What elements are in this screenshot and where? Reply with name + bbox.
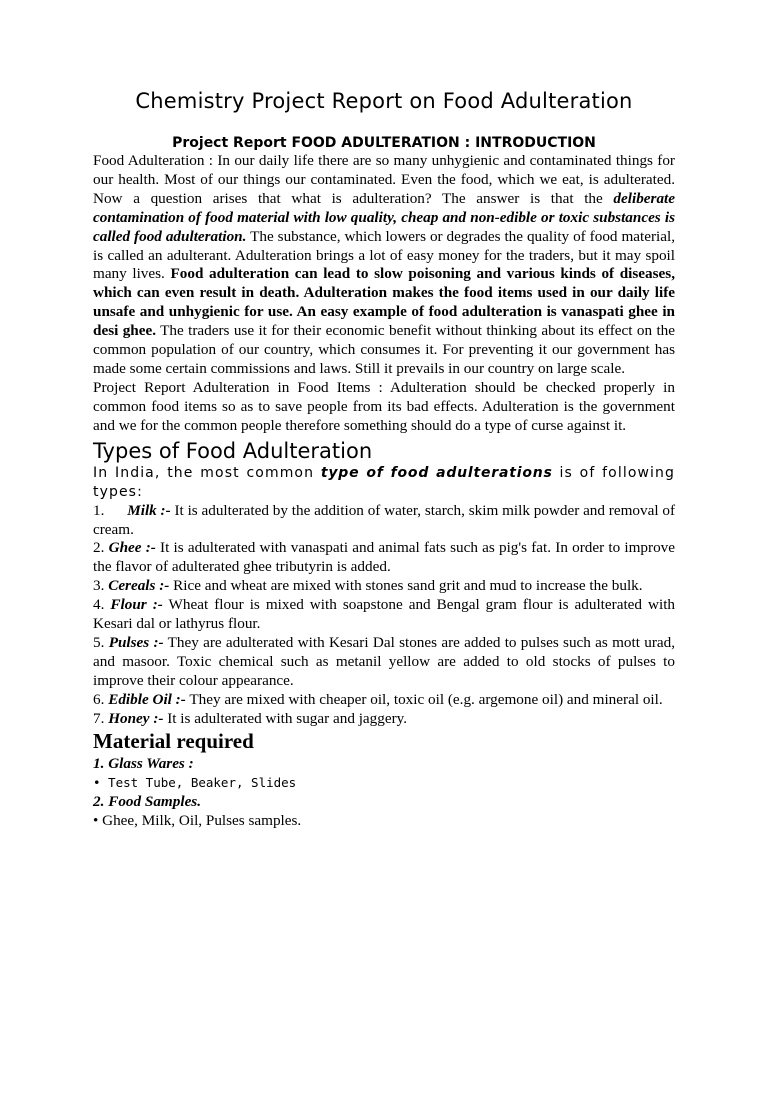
item-text: Rice and wheat are mixed with stones sand grit and mud to increase the bulk. bbox=[169, 577, 643, 595]
item-label: Edible Oil :- bbox=[108, 690, 186, 708]
list-item bbox=[93, 710, 675, 729]
list-item bbox=[93, 502, 675, 540]
item-label: Cereals :- bbox=[108, 577, 170, 595]
item-number: 3. bbox=[93, 577, 109, 595]
item-number: 1. bbox=[93, 501, 128, 519]
intro-text-5: The traders use it for their economic benefit without thinking about its effect on the common population of our country, which consumes it. For preventing it our government has made some certain commissions and laws. Still it prevails in our country on large scale. bbox=[93, 322, 675, 377]
item-label: Flour :- bbox=[110, 596, 163, 614]
list-item bbox=[93, 577, 675, 596]
list-item bbox=[93, 539, 675, 577]
item-number: 5. bbox=[93, 633, 109, 651]
item-number: 6. bbox=[93, 690, 109, 708]
second-paragraph: Project Report Adulteration in Food Items : Adulteration should be checked properly in common food items so as to save people from its bad effects. Adulteration is the government and we for the common people therefore something should do a type of curse against it. bbox=[93, 378, 675, 434]
item-label: Milk :- bbox=[127, 501, 171, 519]
material-glass-items: • Test Tube, Beaker, Slides bbox=[93, 775, 297, 791]
item-text: They are adulterated with Kesari Dal stones are added to pulses such as mott urad, and masoor. Toxic chemical such as metanil yellow are added to old stocks of pulses to improve their colour appearance. bbox=[93, 633, 676, 689]
material-glass-heading: 1. Glass Wares : bbox=[93, 755, 194, 773]
material-food-heading: 2. Food Samples. bbox=[93, 793, 202, 811]
intro-text-1: Food Adulteration : In our daily life there are so many unhygienic and contaminated things for our health. Most of our things our contaminated. Even the food, which we eat, is adulterated. Now a question arises that what is adulteration? The answer is that the bbox=[93, 152, 675, 207]
material-food-items: • Ghee, Milk, Oil, Pulses samples. bbox=[93, 812, 302, 830]
item-label: Ghee :- bbox=[108, 539, 156, 557]
item-label: Pulses :- bbox=[108, 633, 164, 651]
item-label: Honey :- bbox=[108, 709, 164, 727]
material-heading: Material required bbox=[93, 729, 254, 754]
item-text: It is adulterated by the addition of water, starch, skim milk powder and removal of cream. bbox=[93, 501, 676, 538]
item-text: It is adulterated with sugar and jaggery. bbox=[163, 709, 408, 727]
intro-paragraph bbox=[93, 152, 675, 379]
list-item bbox=[93, 634, 675, 691]
types-heading: Types of Food Adulteration bbox=[93, 438, 373, 463]
item-number: 4. bbox=[93, 596, 111, 614]
types-list bbox=[93, 502, 675, 729]
item-number: 7. bbox=[93, 709, 109, 727]
list-item bbox=[93, 596, 675, 634]
intro-definition: deliberate contamination of food material with low quality, cheap and non-edible or toxic substances is called food adulteration. bbox=[93, 189, 675, 245]
item-number: 2. bbox=[93, 539, 109, 557]
document-title: Chemistry Project Report on Food Adulteration bbox=[135, 89, 633, 113]
item-text: It is adulterated with vanaspati and animal fats such as pig's fat. In order to improve the flavor of adulterated ghee tributyrin is added. bbox=[93, 539, 676, 576]
types-intro-a: In India, the most common bbox=[93, 464, 321, 481]
item-text: They are mixed with cheaper oil, toxic oil (e.g. argemone oil) and mineral oil. bbox=[185, 690, 663, 708]
types-intro bbox=[93, 464, 675, 502]
list-item bbox=[93, 691, 675, 710]
types-intro-c: is of following types: bbox=[93, 464, 675, 500]
intro-warning: Food adulteration can lead to slow poisoning and various kinds of diseases, which can even result in death. Adulteration makes the food items used in our daily life unsafe and unhygienic for use. An easy example of food adulteration is vanaspati ghee in desi ghee. bbox=[93, 265, 675, 340]
document-page bbox=[0, 88, 768, 1112]
types-intro-b: type of food adulterations bbox=[320, 464, 553, 481]
document-subtitle: Project Report FOOD ADULTERATION : INTRODUCTION bbox=[172, 135, 596, 151]
intro-text-3: The substance, which lowers or degrades the quality of food material, is called an adulterant. Adulteration brings a lot of easy money for the traders, but it may spoil many lives. bbox=[93, 227, 675, 283]
item-text: Wheat flour is mixed with soapstone and Bengal gram flour is adulterated with Kesari dal or lathyrus flour. bbox=[93, 596, 676, 633]
